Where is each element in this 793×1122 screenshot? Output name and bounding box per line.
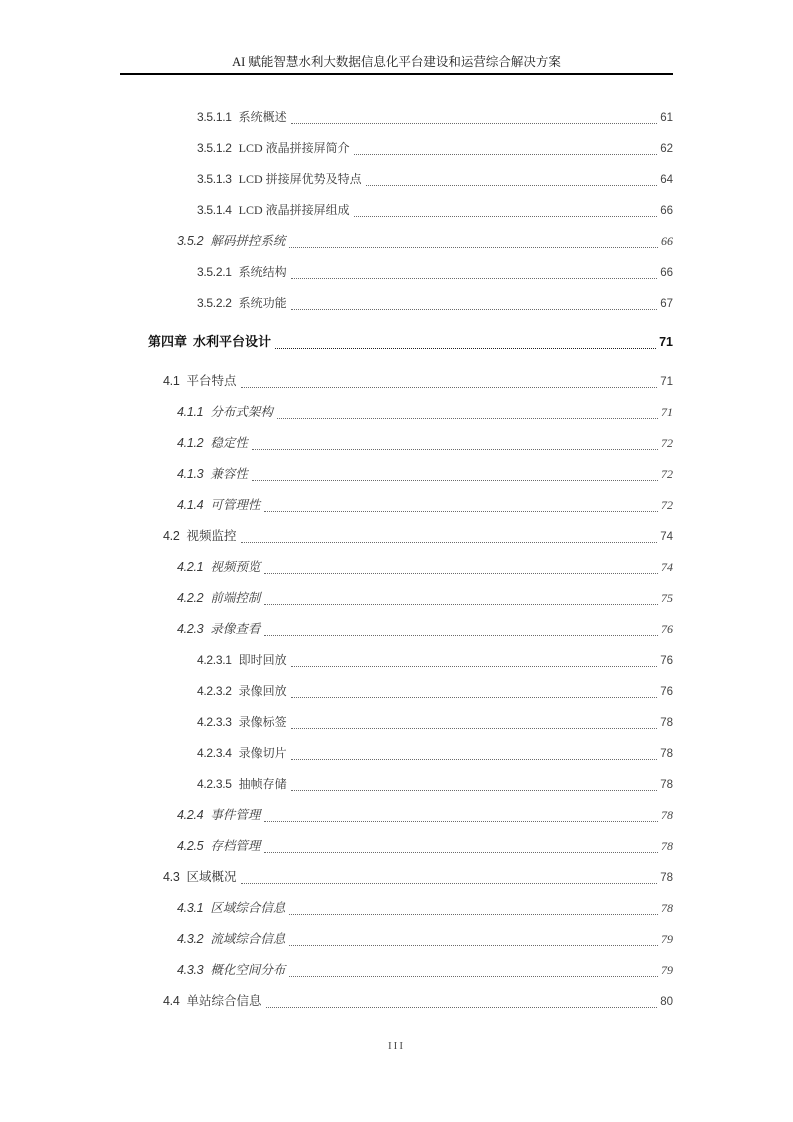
toc-entry-page: 79 bbox=[661, 963, 673, 977]
toc-entry-number: 4.1 bbox=[163, 374, 180, 388]
toc-entry-number: 4.2 bbox=[163, 529, 180, 543]
toc-entry[interactable] bbox=[120, 397, 673, 428]
footer-page-number: III bbox=[388, 1040, 405, 1052]
dot-leader bbox=[291, 697, 658, 698]
toc-entry-label: 录像回放 bbox=[238, 684, 287, 698]
toc-entry-page: 66 bbox=[660, 267, 673, 279]
toc-entry-label: 可管理性 bbox=[210, 498, 261, 512]
dot-leader bbox=[291, 666, 658, 667]
toc-entry[interactable] bbox=[120, 986, 673, 1017]
dot-leader bbox=[291, 728, 658, 729]
toc-entry[interactable] bbox=[120, 428, 673, 459]
toc-entry-number: 4.2.3 bbox=[177, 622, 204, 636]
dot-leader bbox=[289, 247, 658, 248]
toc-entry-number: 3.5.2 bbox=[177, 234, 204, 248]
table-of-contents bbox=[120, 102, 673, 1017]
toc-entry-label: 录像标签 bbox=[238, 715, 287, 729]
toc-entry-label: 解码拼控系统 bbox=[210, 234, 286, 248]
toc-entry[interactable] bbox=[120, 326, 673, 357]
dot-leader bbox=[289, 914, 658, 915]
dot-leader bbox=[264, 635, 658, 636]
toc-entry[interactable] bbox=[120, 490, 673, 521]
dot-leader bbox=[291, 759, 658, 760]
toc-entry[interactable] bbox=[120, 924, 673, 955]
toc-entry-label: 录像切片 bbox=[238, 746, 287, 760]
toc-entry[interactable] bbox=[120, 552, 673, 583]
dot-leader bbox=[354, 216, 658, 217]
dot-leader bbox=[264, 604, 658, 605]
toc-entry[interactable] bbox=[120, 226, 673, 257]
toc-entry-label: 概化空间分布 bbox=[210, 963, 286, 977]
toc-entry-label: 单站综合信息 bbox=[186, 994, 262, 1008]
toc-entry[interactable] bbox=[120, 738, 673, 769]
toc-entry-number: 4.1.2 bbox=[177, 436, 204, 450]
toc-entry-page: 72 bbox=[661, 436, 673, 450]
toc-entry[interactable] bbox=[120, 614, 673, 645]
toc-entry-page: 78 bbox=[661, 808, 673, 822]
toc-entry-page: 78 bbox=[660, 779, 673, 791]
toc-entry[interactable] bbox=[120, 831, 673, 862]
toc-entry-number: 4.3.2 bbox=[177, 932, 204, 946]
toc-entry-label: 分布式架构 bbox=[210, 405, 273, 419]
toc-entry-label: 系统功能 bbox=[238, 296, 287, 310]
toc-entry-number: 3.5.1.2 bbox=[197, 141, 232, 155]
toc-entry-number: 4.2.2 bbox=[177, 591, 204, 605]
toc-entry-label: 平台特点 bbox=[186, 374, 237, 388]
toc-entry[interactable] bbox=[120, 288, 673, 319]
toc-entry[interactable] bbox=[120, 102, 673, 133]
toc-entry-page: 78 bbox=[661, 839, 673, 853]
toc-entry[interactable] bbox=[120, 862, 673, 893]
toc-entry-number: 4.3.3 bbox=[177, 963, 204, 977]
toc-entry-label: 系统结构 bbox=[238, 265, 287, 279]
toc-entry-number: 4.1.1 bbox=[177, 405, 204, 419]
toc-entry-label: 区域综合信息 bbox=[210, 901, 286, 915]
toc-entry-number: 第四章 bbox=[148, 334, 188, 349]
dot-leader bbox=[241, 883, 658, 884]
toc-entry-page: 76 bbox=[660, 655, 673, 667]
toc-entry[interactable] bbox=[120, 645, 673, 676]
toc-entry-page: 71 bbox=[660, 376, 673, 388]
dot-leader bbox=[252, 480, 658, 481]
toc-entry-number: 4.3 bbox=[163, 870, 180, 884]
toc-entry[interactable] bbox=[120, 133, 673, 164]
toc-entry-label: LCD 拼接屏优势及特点 bbox=[238, 172, 362, 186]
dot-leader bbox=[252, 449, 658, 450]
toc-entry-number: 4.2.3.3 bbox=[197, 715, 232, 729]
toc-entry-label: 前端控制 bbox=[210, 591, 261, 605]
toc-entry-label: 抽帧存储 bbox=[238, 777, 287, 791]
toc-entry-number: 4.3.1 bbox=[177, 901, 204, 915]
dot-leader bbox=[266, 1007, 658, 1008]
dot-leader bbox=[291, 123, 658, 124]
toc-entry-number: 4.2.3.5 bbox=[197, 777, 232, 791]
dot-leader bbox=[264, 821, 658, 822]
toc-entry-number: 3.5.2.1 bbox=[197, 265, 232, 279]
toc-entry-label: 稳定性 bbox=[210, 436, 248, 450]
toc-entry[interactable] bbox=[120, 521, 673, 552]
toc-entry-label: 区域概况 bbox=[186, 870, 237, 884]
dot-leader bbox=[289, 945, 658, 946]
dot-leader bbox=[291, 790, 658, 791]
toc-entry-page: 78 bbox=[660, 748, 673, 760]
toc-entry-number: 4.4 bbox=[163, 994, 180, 1008]
toc-entry-number: 4.2.3.2 bbox=[197, 684, 232, 698]
toc-entry-page: 61 bbox=[660, 112, 673, 124]
toc-entry-number: 3.5.1.4 bbox=[197, 203, 232, 217]
toc-entry[interactable] bbox=[120, 707, 673, 738]
toc-entry[interactable] bbox=[120, 195, 673, 226]
toc-entry-number: 4.2.5 bbox=[177, 839, 204, 853]
toc-entry-page: 62 bbox=[660, 143, 673, 155]
toc-entry[interactable] bbox=[120, 769, 673, 800]
toc-entry-label: LCD 液晶拼接屏组成 bbox=[238, 203, 350, 217]
dot-leader bbox=[289, 976, 658, 977]
page-footer bbox=[0, 1040, 793, 1052]
dot-leader bbox=[241, 387, 658, 388]
dot-leader bbox=[277, 418, 658, 419]
toc-entry-number: 3.5.1.3 bbox=[197, 172, 232, 186]
toc-entry-label: 视频预览 bbox=[210, 560, 261, 574]
toc-entry-page: 74 bbox=[661, 560, 673, 574]
toc-entry-number: 3.5.2.2 bbox=[197, 296, 232, 310]
toc-entry-label: 即时回放 bbox=[238, 653, 287, 667]
dot-leader bbox=[291, 309, 658, 310]
toc-entry-page: 75 bbox=[661, 591, 673, 605]
dot-leader bbox=[275, 348, 656, 349]
toc-entry-label: LCD 液晶拼接屏简介 bbox=[238, 141, 350, 155]
toc-entry-page: 74 bbox=[660, 531, 673, 543]
toc-entry-page: 71 bbox=[659, 335, 673, 349]
running-header bbox=[120, 54, 673, 75]
toc-entry-label: 水利平台设计 bbox=[193, 334, 272, 349]
toc-entry-number: 4.2.1 bbox=[177, 560, 204, 574]
toc-entry-page: 66 bbox=[660, 205, 673, 217]
toc-entry-label: 存档管理 bbox=[210, 839, 261, 853]
toc-entry[interactable] bbox=[120, 257, 673, 288]
toc-entry-label: 事件管理 bbox=[210, 808, 261, 822]
document-title: AI 赋能智慧水利大数据信息化平台建设和运营综合解决方案 bbox=[232, 55, 561, 69]
toc-entry[interactable] bbox=[120, 800, 673, 831]
dot-leader bbox=[366, 185, 658, 186]
toc-entry-number: 4.1.3 bbox=[177, 467, 204, 481]
toc-entry[interactable] bbox=[120, 676, 673, 707]
toc-entry-number: 4.2.3.1 bbox=[197, 653, 232, 667]
toc-entry-label: 视频监控 bbox=[186, 529, 237, 543]
dot-leader bbox=[264, 573, 658, 574]
dot-leader bbox=[264, 852, 658, 853]
toc-entry[interactable] bbox=[120, 955, 673, 986]
toc-entry-page: 78 bbox=[660, 717, 673, 729]
toc-entry-page: 79 bbox=[661, 932, 673, 946]
toc-entry-page: 78 bbox=[660, 872, 673, 884]
toc-entry[interactable] bbox=[120, 583, 673, 614]
toc-entry-label: 兼容性 bbox=[210, 467, 248, 481]
toc-entry-page: 80 bbox=[660, 996, 673, 1008]
dot-leader bbox=[264, 511, 658, 512]
toc-entry-page: 76 bbox=[660, 686, 673, 698]
dot-leader bbox=[354, 154, 658, 155]
toc-entry-page: 67 bbox=[660, 298, 673, 310]
toc-entry-label: 录像查看 bbox=[210, 622, 261, 636]
toc-entry[interactable] bbox=[120, 893, 673, 924]
toc-entry-number: 4.1.4 bbox=[177, 498, 204, 512]
toc-entry-label: 流域综合信息 bbox=[210, 932, 286, 946]
toc-entry-page: 78 bbox=[661, 901, 673, 915]
toc-entry-page: 64 bbox=[660, 174, 673, 186]
toc-entry-number: 3.5.1.1 bbox=[197, 110, 232, 124]
toc-entry-label: 系统概述 bbox=[238, 110, 287, 124]
toc-entry[interactable] bbox=[120, 366, 673, 397]
toc-entry[interactable] bbox=[120, 164, 673, 195]
toc-entry-page: 71 bbox=[661, 405, 673, 419]
dot-leader bbox=[291, 278, 658, 279]
toc-entry-page: 76 bbox=[661, 622, 673, 636]
toc-entry-number: 4.2.4 bbox=[177, 808, 204, 822]
toc-entry-page: 66 bbox=[661, 234, 673, 248]
dot-leader bbox=[241, 542, 658, 543]
toc-entry-page: 72 bbox=[661, 498, 673, 512]
toc-entry[interactable] bbox=[120, 459, 673, 490]
toc-entry-number: 4.2.3.4 bbox=[197, 746, 232, 760]
toc-entry-page: 72 bbox=[661, 467, 673, 481]
